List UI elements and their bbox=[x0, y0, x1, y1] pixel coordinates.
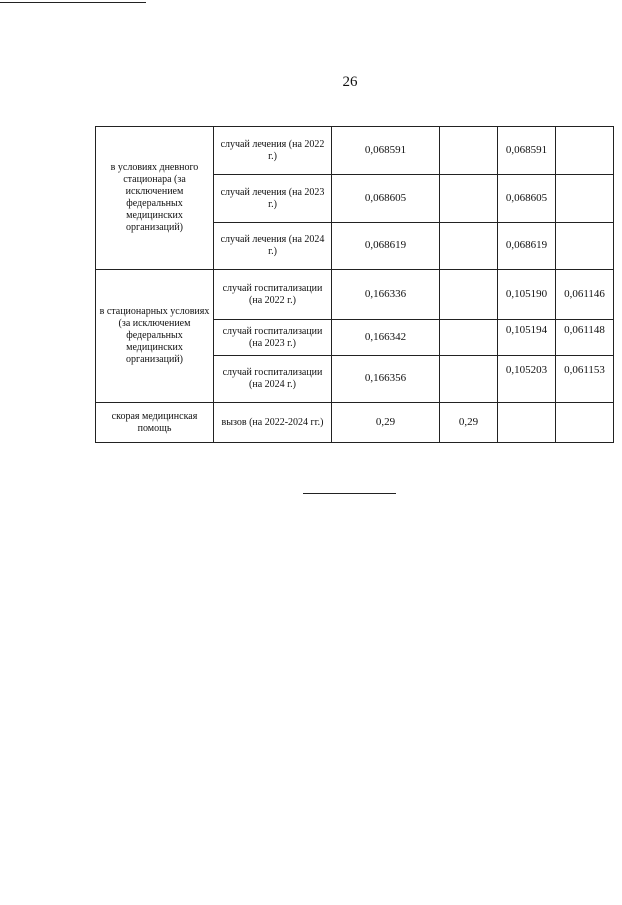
col4-value: 0,061146 bbox=[556, 270, 614, 320]
col4-value bbox=[556, 403, 614, 443]
unit-cell: вызов (на 2022-2024 гг.) bbox=[214, 403, 332, 443]
unit-cell: случай госпитализации (на 2024 г.) bbox=[214, 356, 332, 403]
col2-value bbox=[440, 175, 498, 223]
col4-value bbox=[556, 223, 614, 270]
table-row bbox=[96, 270, 614, 320]
col3-value: 0,068605 bbox=[498, 175, 556, 223]
unit-cell: случай госпитализации (на 2022 г.) bbox=[214, 270, 332, 320]
norms-table bbox=[95, 126, 614, 443]
col3-value: 0,105190 bbox=[498, 270, 556, 320]
unit-cell: случай лечения (на 2024 г.) bbox=[214, 223, 332, 270]
col4-value bbox=[556, 127, 614, 175]
col3-value: 0,105203 bbox=[498, 356, 556, 403]
col2-value bbox=[440, 127, 498, 175]
col2-value: 0,29 bbox=[440, 403, 498, 443]
table-row bbox=[96, 127, 614, 175]
col2-value bbox=[440, 223, 498, 270]
col3-value: 0,068619 bbox=[498, 223, 556, 270]
top-edge-rule bbox=[0, 2, 146, 3]
total-value: 0,068605 bbox=[332, 175, 440, 223]
total-value: 0,166356 bbox=[332, 356, 440, 403]
row-label-day-hospital: в условиях дневного стационара (за исключением федеральных медицинских организаций) bbox=[96, 127, 214, 270]
total-value: 0,068619 bbox=[332, 223, 440, 270]
total-value: 0,068591 bbox=[332, 127, 440, 175]
page-number: 26 bbox=[342, 74, 358, 90]
col4-value: 0,061153 bbox=[556, 356, 614, 403]
unit-cell: случай лечения (на 2022 г.) bbox=[214, 127, 332, 175]
total-value: 0,29 bbox=[332, 403, 440, 443]
col2-value bbox=[440, 356, 498, 403]
total-value: 0,166336 bbox=[332, 270, 440, 320]
col4-value bbox=[556, 175, 614, 223]
col3-value: 0,105194 bbox=[498, 320, 556, 356]
col3-value: 0,068591 bbox=[498, 127, 556, 175]
col4-value: 0,061148 bbox=[556, 320, 614, 356]
unit-cell: случай лечения (на 2023 г.) bbox=[214, 175, 332, 223]
unit-cell: случай госпитализации (на 2023 г.) bbox=[214, 320, 332, 356]
row-label-inpatient: в стационарных условиях (за исключением федеральных медицинских организаций) bbox=[96, 270, 214, 403]
total-value: 0,166342 bbox=[332, 320, 440, 356]
table-row bbox=[96, 403, 614, 443]
end-of-document-rule bbox=[303, 493, 396, 494]
col3-value bbox=[498, 403, 556, 443]
row-label-ambulance: скорая медицинская помощь bbox=[96, 403, 214, 443]
col2-value bbox=[440, 270, 498, 320]
col2-value bbox=[440, 320, 498, 356]
